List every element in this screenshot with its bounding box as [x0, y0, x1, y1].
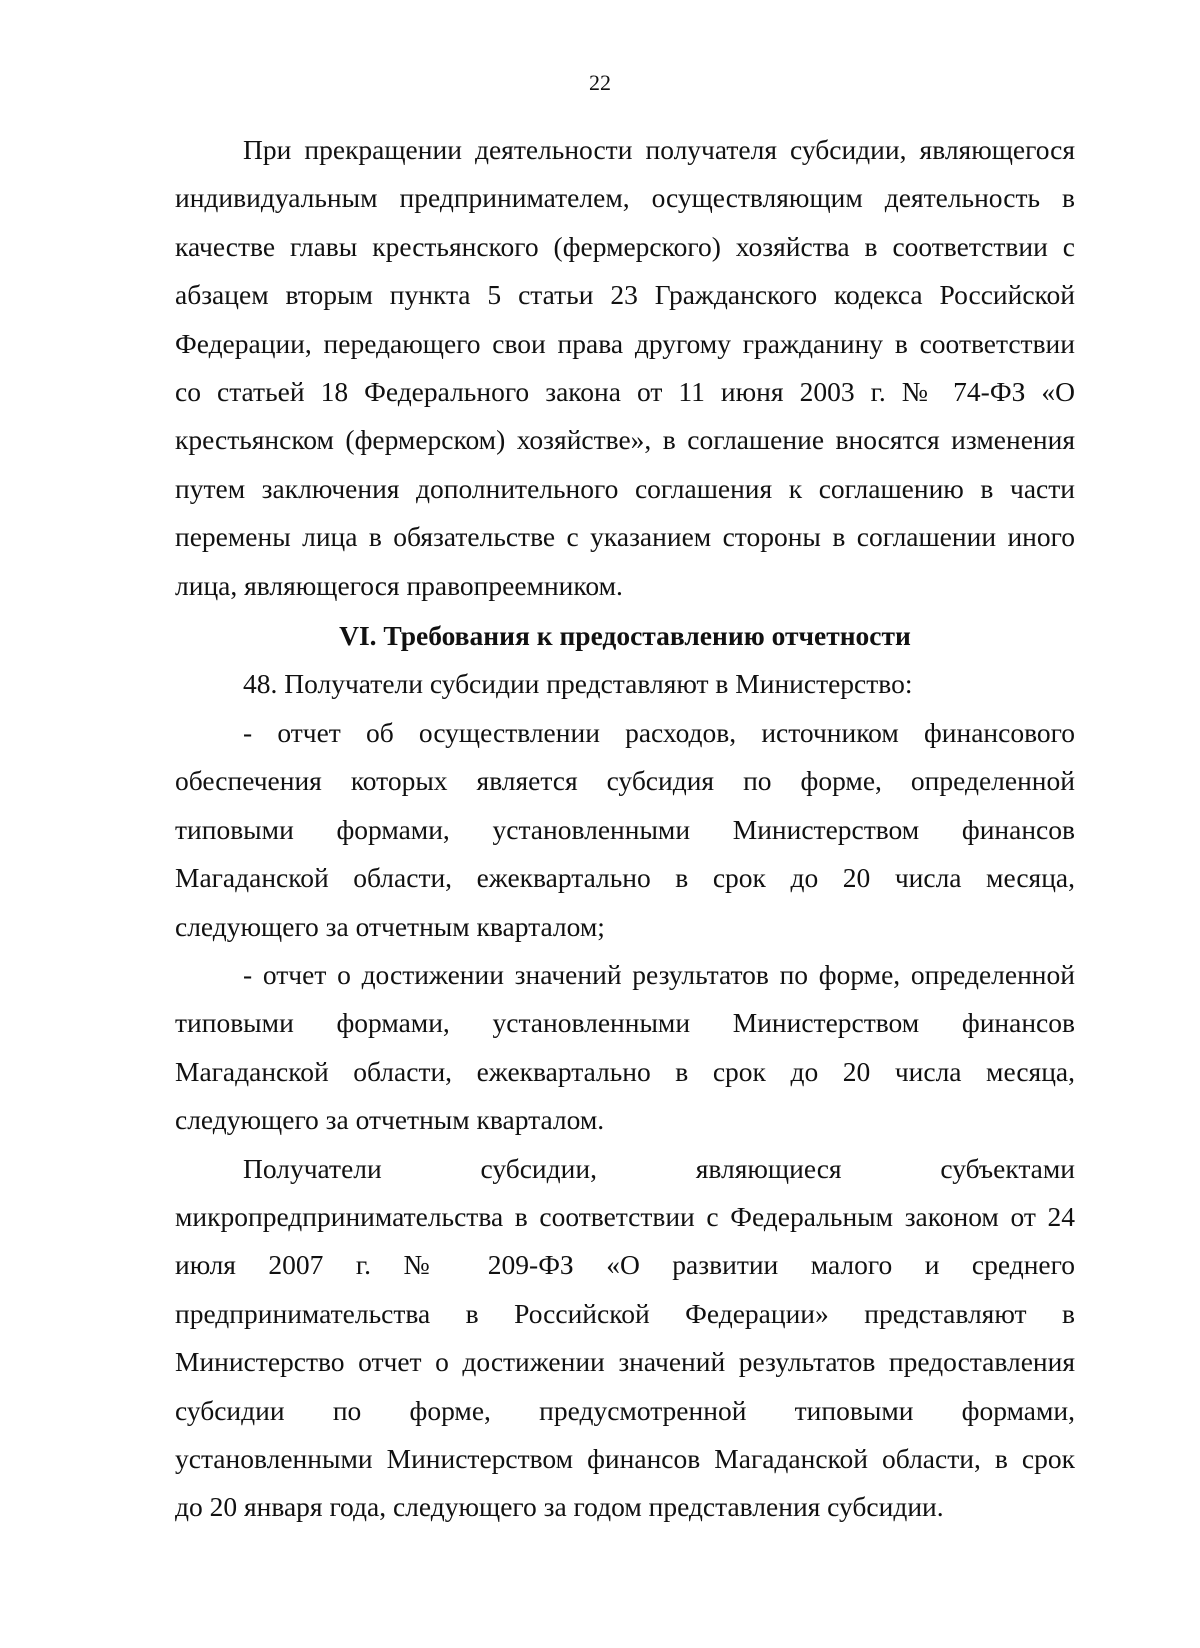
text-line: крестьянском (фермерском) хозяйстве», в соглашение вносятся изменения: [175, 424, 1075, 456]
text-line: индивидуальным предпринимателем, осуществляющим деятельность в: [175, 182, 1075, 214]
paragraph-successor-change: [175, 126, 1075, 610]
text-line: Магаданской области, ежеквартально в срок до 20 числа месяца,: [175, 862, 1075, 894]
paragraph-results-report: [175, 951, 1075, 1145]
paragraph-48: [175, 660, 1075, 708]
page-number: 22: [589, 70, 611, 95]
text-line: со статьей 18 Федерального закона от 11 июня 2003 г. № 74-ФЗ «О: [175, 376, 1075, 408]
text-line: типовыми формами, установленными Министерством финансов: [175, 1007, 1075, 1039]
text-line: При прекращении деятельности получателя субсидии, являющегося: [243, 134, 1075, 165]
text-line: субсидии по форме, предусмотренной типовыми формами,: [175, 1394, 1075, 1426]
text-line: типовыми формами, установленными Министерством финансов: [175, 813, 1075, 845]
text-line: следующего за отчетным кварталом.: [175, 1104, 605, 1136]
text-line: перемены лица в обязательстве с указанием стороны в соглашении иного: [175, 521, 1075, 553]
text-line: - отчет об осуществлении расходов, источником финансового: [243, 716, 1075, 748]
text-line: 48. Получатели субсидии представляют в Министерство:: [243, 668, 913, 700]
text-line: до 20 января года, следующего за годом представления субсидии.: [175, 1491, 944, 1523]
text-line: июля 2007 г. № 209-ФЗ «О развитии малого и среднего: [175, 1249, 1075, 1281]
text-line: Министерство отчет о достижении значений результатов предоставления: [175, 1346, 1075, 1378]
section-heading: VI. Требования к предоставлению отчетности: [339, 620, 911, 652]
paragraph-expenses-report: [175, 709, 1075, 951]
text-line: Получатели субсидии, являющиеся субъектами: [243, 1152, 1075, 1184]
text-line: Федерации, передающего свои права другому гражданину в соответствии: [175, 327, 1075, 359]
text-line: путем заключения дополнительного соглашения к соглашению в части: [175, 472, 1075, 504]
text-line: абзацем вторым пункта 5 статьи 23 Гражданского кодекса Российской: [175, 279, 1075, 311]
text-line: - отчет о достижении значений результатов по форме, определенной: [243, 958, 1075, 990]
text-line: обеспечения которых является субсидия по форме, определенной: [175, 765, 1075, 797]
text-line: качестве главы крестьянского (фермерского) хозяйства в соответствии с: [175, 230, 1075, 262]
paragraph-micro-entrepreneurs: [175, 1145, 1075, 1532]
text-line: микропредпринимательства в соответствии с Федеральным законом от 24: [175, 1200, 1075, 1232]
text-line: установленными Министерством финансов Магаданской области, в срок: [175, 1442, 1075, 1474]
text-line: предпринимательства в Российской Федерации» представляют в: [175, 1297, 1075, 1329]
text-line: лица, являющегося правопреемником.: [175, 569, 623, 601]
text-line: следующего за отчетным кварталом;: [175, 910, 605, 942]
document-body: [175, 126, 1075, 1532]
text-line: Магаданской области, ежеквартально в срок до 20 числа месяца,: [175, 1055, 1075, 1087]
